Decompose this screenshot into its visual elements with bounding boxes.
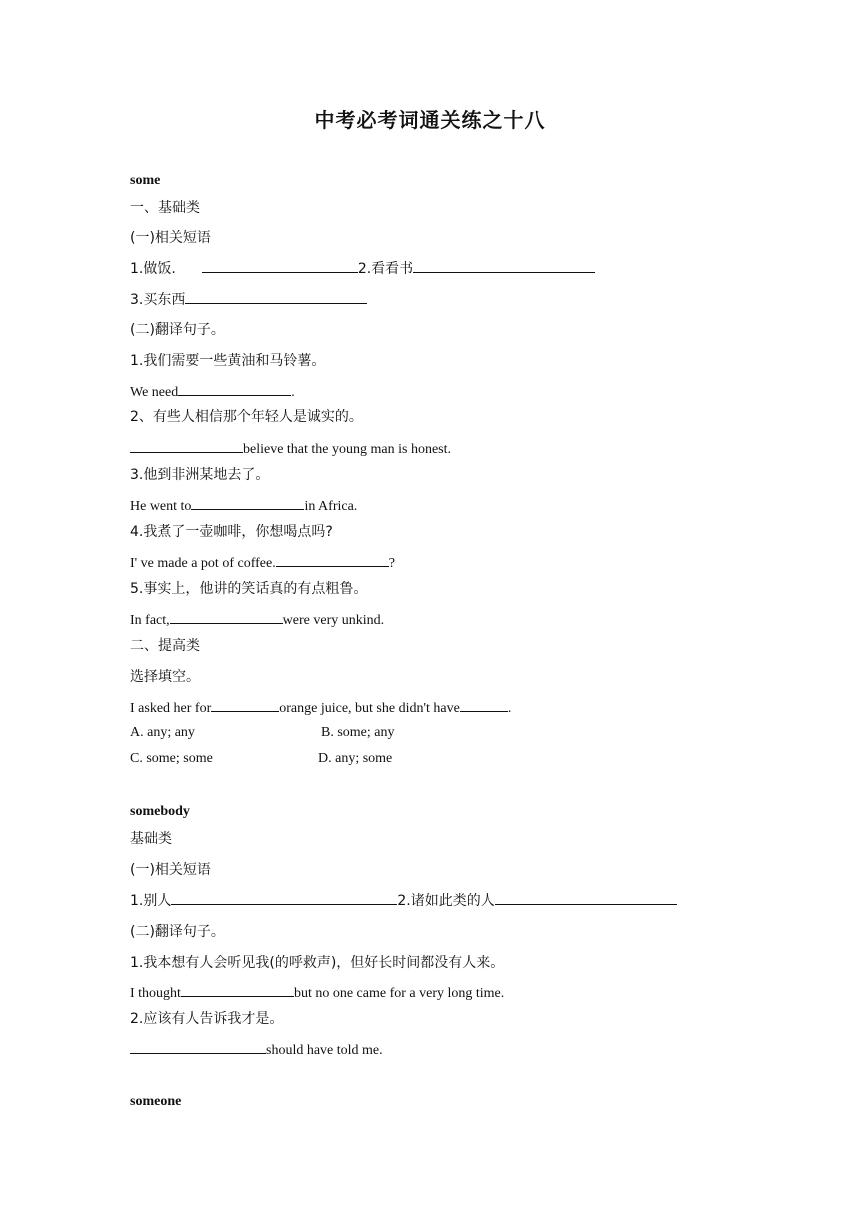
page-title: 中考必考词通关练之十八 xyxy=(314,108,546,132)
sentence-3-chinese: 3.他到非洲某地去了。 xyxy=(130,467,270,483)
sentence-1-english xyxy=(130,381,295,403)
phrase-2-label: 2.诸如此类的人 xyxy=(397,893,495,909)
phrase-3-label: 3.买东西 xyxy=(130,292,186,308)
phrase-row-1 xyxy=(130,890,677,912)
answer-blank[interactable] xyxy=(181,982,294,997)
answer-blank[interactable] xyxy=(130,438,243,453)
vocab-word-some: some xyxy=(130,173,161,188)
choice-instructions: 选择填空。 xyxy=(130,669,200,685)
sentence-2-chinese: 2.应该有人告诉我才是。 xyxy=(130,1011,284,1027)
sentence-2-chinese: 2、有些人相信那个年轻人是诚实的。 xyxy=(130,409,363,425)
sentence-text: In fact, xyxy=(130,613,170,628)
sentence-text: He went to xyxy=(130,499,192,514)
answer-blank[interactable] xyxy=(413,258,595,273)
section-heading-basic: 一、基础类 xyxy=(130,200,200,216)
phrase-2-label: 2.看看书 xyxy=(357,261,414,277)
sentence-1-english xyxy=(130,982,504,1004)
section-heading-advanced: 二、提高类 xyxy=(130,638,200,654)
phrase-row-1 xyxy=(130,258,595,280)
sentence-text: . xyxy=(291,385,295,400)
answer-blank[interactable] xyxy=(202,258,358,273)
option-b[interactable]: B. some; any xyxy=(321,725,395,740)
answer-blank[interactable] xyxy=(495,890,677,905)
answer-blank[interactable] xyxy=(130,1039,266,1054)
sentence-1-chinese: 1.我们需要一些黄油和马铃薯。 xyxy=(130,353,326,369)
vocab-word-somebody: somebody xyxy=(130,804,190,819)
phrase-1-label: 1.做饭. xyxy=(130,261,176,277)
sentence-5-chinese: 5.事实上，他讲的笑话真的有点粗鲁。 xyxy=(130,581,368,597)
question-text: orange juice, but she didn't have xyxy=(279,701,460,716)
choice-question xyxy=(130,697,511,719)
sentence-text: believe that the young man is honest. xyxy=(243,442,452,457)
sentence-text: in Africa. xyxy=(304,499,358,514)
sentence-text: but no one came for a very long time. xyxy=(293,986,505,1001)
answer-blank[interactable] xyxy=(191,495,304,510)
sentence-5-english xyxy=(130,609,384,631)
option-a[interactable]: A. any; any xyxy=(130,725,195,740)
subsection-translate: (二)翻译句子。 xyxy=(130,924,225,940)
answer-blank[interactable] xyxy=(170,609,283,624)
subsection-phrases: (一)相关短语 xyxy=(130,230,211,246)
sentence-text: I' ve made a pot of coffee. xyxy=(130,556,276,571)
option-d[interactable]: D. any; some xyxy=(318,751,393,766)
sentence-text: ? xyxy=(388,556,395,571)
answer-blank[interactable] xyxy=(185,289,367,304)
question-text: . xyxy=(507,701,512,716)
subsection-translate: (二)翻译句子。 xyxy=(130,322,225,338)
sentence-3-english xyxy=(130,495,357,517)
sentence-1-chinese: 1.我本想有人会听见我(的呼救声)，但好长时间都没有人来。 xyxy=(130,955,505,971)
sentence-2-english xyxy=(130,1039,383,1061)
option-c[interactable]: C. some; some xyxy=(130,751,213,766)
subsection-phrases: (一)相关短语 xyxy=(130,862,211,878)
answer-blank[interactable] xyxy=(460,697,508,712)
answer-blank[interactable] xyxy=(171,890,397,905)
section-heading-basic: 基础类 xyxy=(130,831,172,847)
answer-blank[interactable] xyxy=(211,697,279,712)
phrase-row-3 xyxy=(130,289,367,311)
sentence-4-chinese: 4.我煮了一壶咖啡，你想喝点吗? xyxy=(130,524,333,540)
answer-blank[interactable] xyxy=(276,552,389,567)
sentence-text: I thought xyxy=(130,986,181,1001)
sentence-text: should have told me. xyxy=(266,1043,383,1058)
sentence-2-english xyxy=(130,438,451,460)
answer-blank[interactable] xyxy=(178,381,291,396)
sentence-4-english xyxy=(130,552,395,574)
phrase-1-label: 1.别人 xyxy=(130,893,172,909)
vocab-word-someone: someone xyxy=(130,1094,182,1109)
question-text: I asked her for xyxy=(130,701,212,716)
sentence-text: were very unkind. xyxy=(282,613,385,628)
sentence-text: We need xyxy=(130,385,179,400)
